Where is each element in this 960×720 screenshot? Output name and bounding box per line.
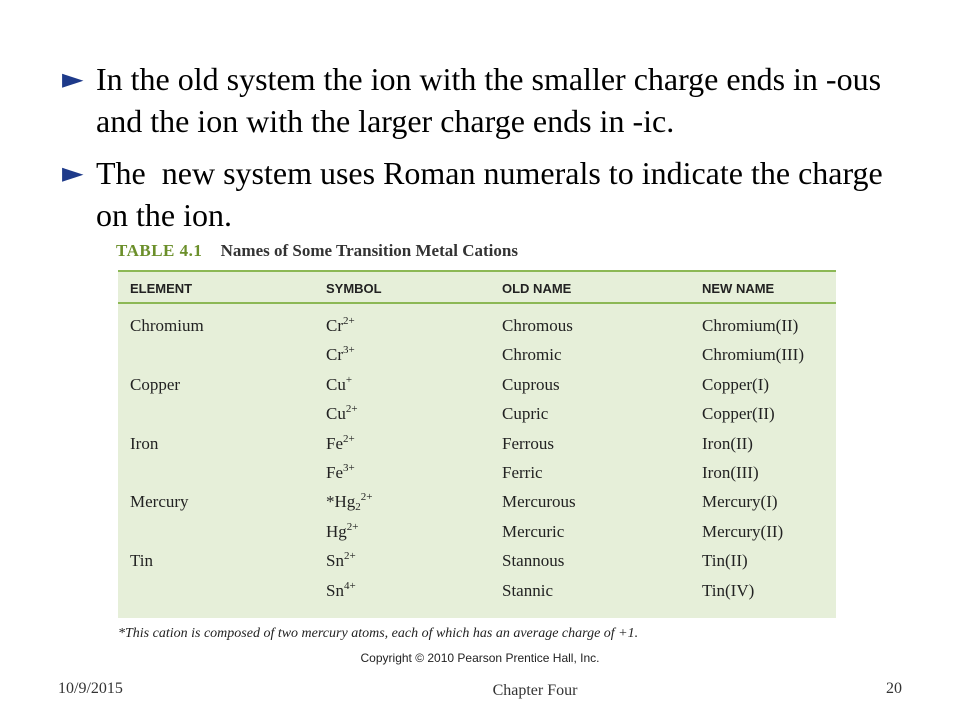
cell-old-name: Chromous <box>502 316 573 335</box>
symbol-base: Cr <box>326 345 343 365</box>
symbol-base: Sn <box>326 551 344 571</box>
cell-symbol <box>326 375 352 395</box>
bullet-item <box>62 152 922 236</box>
table-row <box>118 428 836 457</box>
symbol-base: Hg <box>334 492 356 512</box>
symbol-base: Hg <box>326 521 347 541</box>
symbol-base: Cu <box>326 374 346 394</box>
cell-symbol <box>326 463 355 483</box>
symbol-charge: 2+ <box>343 550 356 563</box>
header-symbol: SYMBOL <box>326 281 382 296</box>
cell-old-name: Chromic <box>502 345 562 365</box>
symbol-base: Fe <box>326 462 343 482</box>
symbol-prefix: * <box>326 492 335 512</box>
cell-old-name: Mercuric <box>502 521 565 541</box>
cell-symbol <box>326 522 359 542</box>
cations-table <box>118 270 836 618</box>
footer-page-number: 20 <box>886 680 902 697</box>
cell-symbol <box>326 434 355 454</box>
cell-new-name: Tin(IV) <box>702 580 755 600</box>
cell-element: Tin <box>130 551 154 571</box>
bullet-text: In the old system the ion with the smaller charge ends in -ous and the ion with the larger charge ends in -ic. <box>96 61 882 139</box>
cell-new-name: Mercury(II) <box>702 521 784 541</box>
cell-old-name: Ferric <box>502 462 543 482</box>
cell-symbol <box>326 551 356 571</box>
arrow-bullet-icon: ► <box>62 62 84 95</box>
cell-old-name: Ferrous <box>502 433 554 453</box>
cell-old-name: Stannous <box>502 551 565 571</box>
arrow-bullet-icon: ► <box>62 156 84 189</box>
header-element: ELEMENT <box>130 281 193 296</box>
footer-chapter: Chapter Four <box>492 682 578 699</box>
cell-element: Mercury <box>130 492 189 512</box>
bullet-list <box>62 58 922 246</box>
table-title: Names of Some Transition Metal Cations <box>220 241 518 260</box>
symbol-charge: + <box>345 373 353 386</box>
cell-symbol <box>326 404 358 424</box>
symbol-charge: 4+ <box>343 579 356 592</box>
symbol-base: Fe <box>326 433 343 453</box>
cell-new-name: Iron(III) <box>702 462 759 482</box>
symbol-base: Cr <box>326 316 343 335</box>
table-caption <box>116 241 518 261</box>
cell-old-name: Cuprous <box>502 374 560 394</box>
table-row <box>118 398 836 427</box>
cell-new-name: Mercury(I) <box>702 492 778 512</box>
cell-old-name: Stannic <box>502 580 553 600</box>
table-footnote: *This cation is composed of two mercury atoms, each of which has an average charge of +1. <box>118 626 639 641</box>
symbol-charge: 2+ <box>343 432 355 445</box>
bullet-text: The new system uses Roman numerals to indicate the charge on the ion. <box>96 155 891 233</box>
table-row <box>118 575 836 604</box>
table-body <box>118 304 836 604</box>
cell-new-name: Tin(II) <box>702 551 748 571</box>
symbol-base: Cu <box>326 404 346 424</box>
cell-old-name: Mercurous <box>502 492 576 512</box>
header-old-name: OLD NAME <box>502 281 572 296</box>
table-row <box>118 369 836 398</box>
cell-new-name: Iron(II) <box>702 433 753 453</box>
table-row <box>118 486 836 515</box>
cell-symbol <box>326 345 355 365</box>
cell-new-name: Copper(I) <box>702 374 770 394</box>
bullet-item <box>62 58 922 142</box>
footer-date: 10/9/2015 <box>58 680 123 697</box>
symbol-charge: 2+ <box>345 403 358 416</box>
symbol-charge: 2+ <box>343 315 355 327</box>
cell-element: Copper <box>130 374 181 394</box>
copyright-notice: Copyright © 2010 Pearson Prentice Hall, Inc. <box>360 651 600 665</box>
cell-symbol <box>326 316 355 336</box>
cell-element: Chromium <box>130 316 204 335</box>
cell-symbol <box>326 581 356 601</box>
header-new-name: NEW NAME <box>702 281 775 296</box>
table-row <box>118 339 836 368</box>
symbol-charge: 2+ <box>360 491 373 504</box>
symbol-base: Sn <box>326 580 344 600</box>
table-row <box>118 457 836 486</box>
symbol-charge: 3+ <box>343 461 355 474</box>
symbol-charge: 3+ <box>343 344 355 357</box>
cell-new-name: Chromium(III) <box>702 345 804 365</box>
table-row <box>118 545 836 574</box>
table-number: TABLE 4.1 <box>116 241 203 260</box>
table-row <box>118 310 836 339</box>
cell-new-name: Chromium(II) <box>702 316 799 335</box>
cell-symbol <box>326 492 373 512</box>
symbol-charge: 2+ <box>346 520 359 533</box>
table-header-row <box>118 272 836 304</box>
table-row <box>118 516 836 545</box>
symbol-subscript: 2 <box>355 501 361 514</box>
cell-new-name: Copper(II) <box>702 404 775 424</box>
cell-old-name: Cupric <box>502 404 549 424</box>
cell-element: Iron <box>130 433 159 453</box>
